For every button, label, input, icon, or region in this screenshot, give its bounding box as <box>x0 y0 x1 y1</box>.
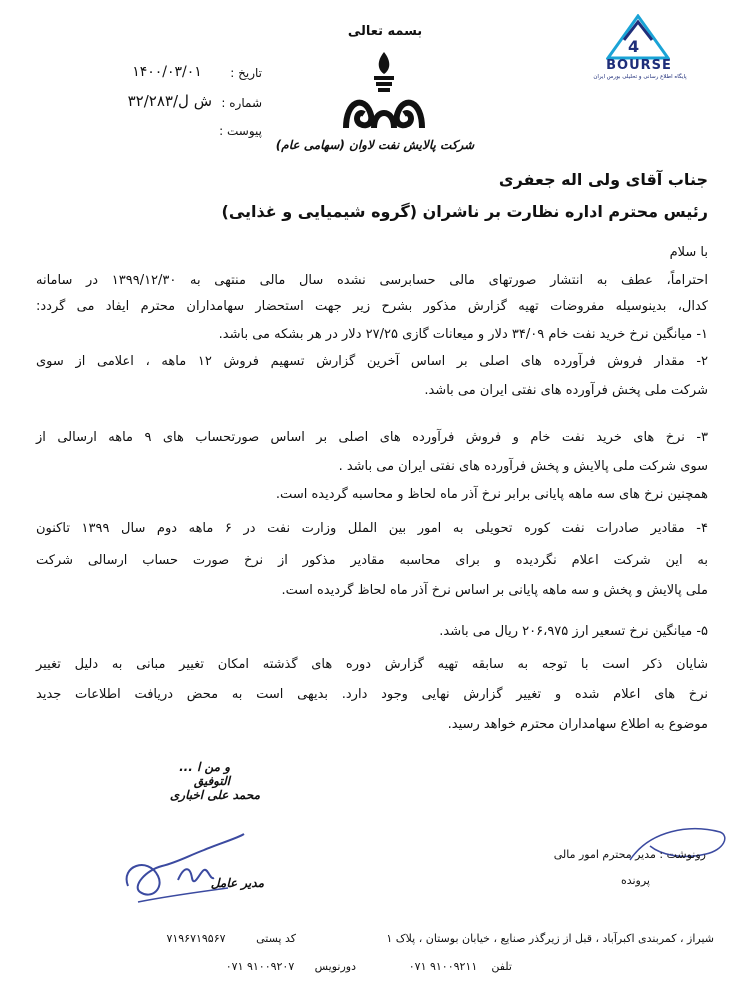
bourse-logo-text: BOURSE <box>606 58 672 73</box>
attachment-label: پیوست : <box>219 124 262 138</box>
body-line: احتراماً، عطف به انتشار صورتهای مالی حسابرسی نشده سال مالی منتهی به ۱۳۹۹/۱۲/۳۰ در سامانه <box>36 273 708 288</box>
body-line: ۱- میانگین نرخ خرید نفت خام ۳۴/۰۹ دلار و میعانات گازی ۲۷/۲۵ دلار در هر بشکه می باشد. <box>218 327 708 342</box>
date-label: تاریخ : <box>230 66 262 80</box>
handwritten-signature <box>118 826 248 908</box>
company-name: شرکت پالایش نفت لاوان (سهامی عام) <box>275 138 475 152</box>
footer-postal-label: کد پستی <box>256 932 296 945</box>
body-line: ۴- مقادیر صادرات نفت کوره تحویلی به امور بین الملل وزارت نفت در ۶ ماهه دوم سال ۱۳۹۹ تاکنون <box>36 521 708 536</box>
footer-fax-label: دورنویس <box>314 960 356 973</box>
footer-postal-code: ۷۱۹۶۷۱۹۵۶۷ <box>166 932 226 945</box>
footer-phone-value: ۰۷۱ ۹۱۰۰۹۲۱۱ <box>408 960 478 973</box>
body-line: کدال، بدینوسیله مفروضات تهیه گزارش مذکور بشرح زیر جهت استحضار سهامداران محترم ایفاد می گردد: <box>36 299 708 314</box>
body-line: شرکت ملی پخش فرآورده های نفتی ایران می باشد. <box>424 383 708 398</box>
bourse-logo-subtitle: پایگاه اطلاع رسانی و تحلیلی بورس ایران <box>593 74 687 80</box>
number-label: شماره : <box>221 96 262 110</box>
company-logo <box>340 50 428 134</box>
body-line: ۵- میانگین نرخ تسعیر ارز ۲۰۶،۹۷۵ ریال می باشد. <box>439 624 708 639</box>
bourse-logo <box>606 14 670 60</box>
body-line: شایان ذکر است با توجه به سابقه تهیه گزارش دوره های گذشته امکان تغییر مبانی به دلیل تغییر <box>36 657 708 672</box>
closing-phrase: و من ا ... التوفیق <box>179 760 230 788</box>
footer-fax-value: ۰۷۱ ۹۱۰۰۹۲۰۷ <box>225 960 295 973</box>
cc-finance: رونوشت : مدیر محترم امور مالی <box>553 848 706 861</box>
addressee-title: رئیس محترم اداره نظارت بر ناشران (گروه شیمیایی و غذایی) <box>221 202 708 221</box>
signer-name: محمد علی اخباری <box>169 788 260 802</box>
body-line: ۲- مقدار فروش فرآورده های اصلی بر اساس آخرین گزارش تسهیم فروش ۱۲ ماهه ، اعلامی از سوی <box>36 354 708 369</box>
besm-heading: بسمه تعالی <box>347 24 423 39</box>
date-value: ۱۴۰۰/۰۳/۰۱ <box>132 64 202 80</box>
cc-file: پرونده <box>620 874 650 887</box>
body-line: ملی پالایش و پخش و سه ماهه پایانی بر اساس نرخ آذر ماه لحاظ گردیده است. <box>281 583 708 598</box>
footer-phone-label: تلفن <box>491 960 512 973</box>
addressee-name: جناب آقای ولی اله جعفری <box>498 170 708 189</box>
body-line: همچنین نرخ های سه ماهه پایانی برابر نرخ آذر ماه لحاظ و محاسبه گردیده است. <box>275 487 708 502</box>
greeting: با سلام <box>669 245 708 260</box>
signature-scribble-icon <box>118 826 248 908</box>
body-line: ۳- نرخ های خرید نفت خام و فروش فرآورده های اصلی بر اساس صورتحساب های ۹ ماهه ارسالی از <box>36 430 708 445</box>
bourse-triangle-icon <box>606 14 670 60</box>
number-value: ش ل/۳۲/۲۸۳ <box>127 92 212 110</box>
signer-title: مدیر عامل <box>210 876 264 890</box>
body-line: موضوع به اطلاع سهامداران محترم خواهد رسید. <box>447 717 708 732</box>
svg-text:4: 4 <box>628 37 640 56</box>
flame-emblem-icon <box>340 50 428 134</box>
footer-address: شیراز ، کمربندی اکبرآباد ، قبل از زیرگذر صنایع ، خیابان بوستان ، پلاک ۱ <box>386 932 714 945</box>
body-line: نرخ های اعلام شده و تغییر گزارش نهایی وجود دارد. بدیهی است به محض دریافت اطلاعات جدید <box>36 687 708 702</box>
body-line: به این شرکت اعلام نگردیده و برای محاسبه مقادیر مذکور از نرخ صورت حساب ارسالی شرکت <box>36 553 708 568</box>
body-line: سوی شرکت ملی پالایش و پخش فرآورده های نفتی ایران می باشد . <box>338 459 708 474</box>
